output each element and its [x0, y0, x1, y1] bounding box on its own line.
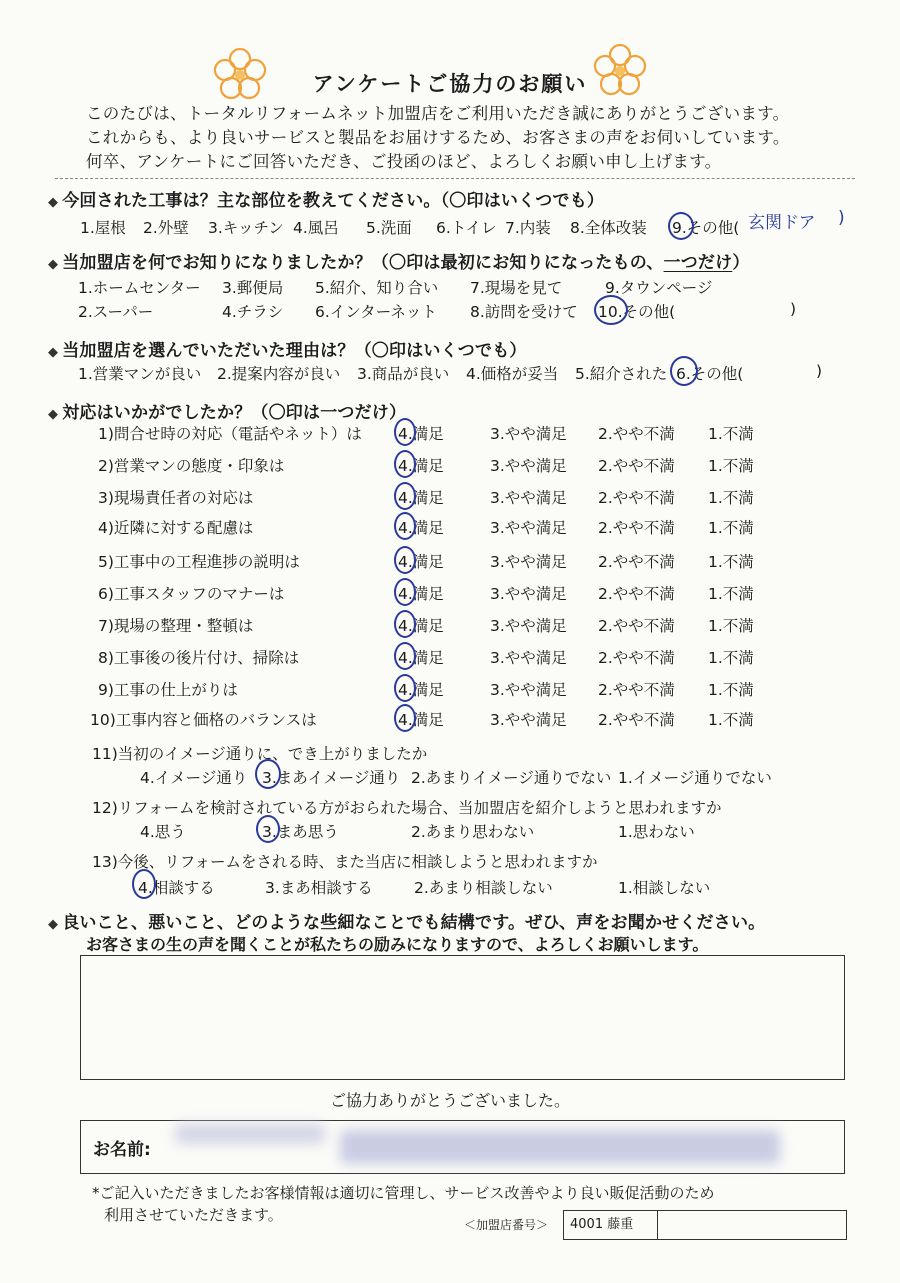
q4-rating-option[interactable]: 1.不満	[708, 425, 754, 443]
q1-heading: ◆ 今回された工事は？主な部位を教えてください。（〇印はいくつでも）	[48, 191, 605, 211]
q4-rating-option[interactable]: 4.満足	[398, 457, 444, 475]
q1-option[interactable]: 2.外壁	[143, 219, 189, 237]
q4-rating-option[interactable]: 2.やや不満	[598, 553, 675, 571]
q1-option[interactable]: 3.キッチン	[208, 219, 284, 237]
q4-rating-option[interactable]: 3.やや満足	[490, 649, 567, 667]
paren-close: )	[790, 300, 797, 318]
q11-option[interactable]: 2.あまりイメージ通りでない	[411, 769, 612, 787]
redacted-name	[340, 1130, 780, 1164]
q4-rating-option[interactable]: 2.やや不満	[598, 519, 675, 537]
q4-rating-option[interactable]: 1.不満	[708, 585, 754, 603]
q4-rating-option[interactable]: 3.やや満足	[490, 711, 567, 729]
q4-item-label: 8)工事後の後片付け、掃除は	[98, 649, 300, 667]
answer-circle	[394, 482, 416, 510]
q4-rating-option[interactable]: 4.満足	[398, 617, 444, 635]
q4-item-label: 9)工事の仕上がりは	[98, 681, 238, 699]
q2-option-other[interactable]: 10.その他(	[598, 303, 676, 321]
q4-rating-option[interactable]: 3.やや満足	[490, 425, 567, 443]
diamond-icon: ◆	[48, 407, 59, 422]
q4-item-label: 7)現場の整理・整頓は	[98, 617, 254, 635]
answer-circle	[394, 674, 416, 702]
q4-rating-option[interactable]: 2.やや不満	[598, 489, 675, 507]
q4-item-label: 10)工事内容と価格のバランスは	[90, 711, 317, 729]
q13-option[interactable]: 3.まあ相談する	[265, 879, 373, 897]
q4-rating-option[interactable]: 2.やや不満	[598, 711, 675, 729]
answer-circle	[394, 546, 416, 574]
q4-rating-option[interactable]: 4.満足	[398, 681, 444, 699]
answer-circle	[394, 418, 416, 446]
q2-option[interactable]: 7.現場を見て	[470, 279, 563, 297]
q4-item-label: 3)現場責任者の対応は	[98, 489, 254, 507]
q4-item-label: 6)工事スタッフのマナーは	[98, 585, 285, 603]
q12-option[interactable]: 4.思う	[140, 823, 186, 841]
q3-heading: ◆ 当加盟店を選んでいただいた理由は？（〇印はいくつでも）	[48, 341, 527, 361]
q12-option[interactable]: 1.思わない	[618, 823, 695, 841]
q3-option-other[interactable]: 6.その他(	[676, 365, 744, 383]
q4-rating-option[interactable]: 4.満足	[398, 519, 444, 537]
q4-rating-option[interactable]: 3.やや満足	[490, 681, 567, 699]
answer-circle	[394, 704, 416, 732]
q11-option[interactable]: 3.まあイメージ通り	[262, 769, 401, 787]
store-number-box	[563, 1210, 847, 1240]
paren-close: )	[816, 362, 823, 380]
q2-option[interactable]: 6.インターネット	[315, 303, 437, 321]
q2-option[interactable]: 3.郵便局	[222, 279, 284, 297]
divider	[55, 178, 855, 179]
redacted-name	[175, 1124, 325, 1144]
q1-option[interactable]: 1.屋根	[80, 219, 126, 237]
q3-option[interactable]: 2.提案内容が良い	[217, 365, 341, 383]
answer-circle	[394, 450, 416, 478]
q3-option[interactable]: 3.商品が良い	[357, 365, 450, 383]
answer-circle	[394, 642, 416, 670]
q4-item-label: 2)営業マンの態度・印象は	[98, 457, 285, 475]
answer-circle	[394, 578, 416, 606]
answer-circle	[255, 759, 281, 789]
q1-option-other[interactable]: 9.その他(	[672, 219, 740, 237]
q4-rating-option[interactable]: 3.やや満足	[490, 553, 567, 571]
q4-rating-option[interactable]: 2.やや不満	[598, 617, 675, 635]
q4-rating-option[interactable]: 2.やや不満	[598, 585, 675, 603]
q4-rating-option[interactable]: 4.満足	[398, 553, 444, 571]
intro-line-2: これからも、より良いサービスと製品をお届けするため、お客さまの声をお伺いしています。	[86, 128, 790, 147]
answer-circle	[594, 295, 628, 325]
q1-option[interactable]: 7.内装	[505, 219, 551, 237]
handwritten-answer: 玄関ドア	[748, 213, 816, 233]
q4-rating-option[interactable]: 1.不満	[708, 519, 754, 537]
q2-option[interactable]: 1.ホームセンター	[78, 279, 201, 297]
q3-option[interactable]: 5.紹介された	[575, 365, 668, 383]
diamond-icon: ◆	[48, 257, 59, 272]
q12-option[interactable]: 3.まあ思う	[262, 823, 339, 841]
q11-option[interactable]: 1.イメージ通りでない	[618, 769, 772, 787]
page-title: アンケートご協力のお願い	[312, 72, 588, 96]
q2-heading: ◆ 当加盟店を何でお知りになりましたか？（〇印は最初にお知りになったもの、一つだけ）	[48, 253, 750, 273]
q13-option[interactable]: 1.相談しない	[618, 879, 711, 897]
intro-line-3: 何卒、アンケートにご回答いただき、ご投函のほど、よろしくお願い申し上げます。	[86, 152, 722, 171]
q1-option[interactable]: 5.洗面	[366, 219, 412, 237]
q4-rating-option[interactable]: 4.満足	[398, 489, 444, 507]
q4-rating-option[interactable]: 4.満足	[398, 425, 444, 443]
answer-circle	[394, 610, 416, 638]
q3-option[interactable]: 1.営業マンが良い	[78, 365, 202, 383]
q4-rating-option[interactable]: 4.満足	[398, 649, 444, 667]
q4-rating-option[interactable]: 1.不満	[708, 457, 754, 475]
q2-option[interactable]: 4.チラシ	[222, 303, 284, 321]
q1-option[interactable]: 4.風呂	[293, 219, 339, 237]
q13-option[interactable]: 2.あまり相談しない	[414, 879, 553, 897]
q4-rating-option[interactable]: 1.不満	[708, 711, 754, 729]
diamond-icon: ◆	[48, 345, 59, 360]
q12-label: 12)リフォームを検討されている方がおられた場合、当加盟店を紹介しようと思われますか	[92, 799, 722, 817]
q2-option[interactable]: 9.タウンページ	[605, 279, 713, 297]
q4-rating-option[interactable]: 4.満足	[398, 711, 444, 729]
answer-circle	[394, 512, 416, 540]
q2-option[interactable]: 8.訪問を受けて	[470, 303, 578, 321]
q11-option[interactable]: 4.イメージ通り	[140, 769, 248, 787]
q4-rating-option[interactable]: 3.やや満足	[490, 585, 567, 603]
privacy-note-line-2: 利用させていただきます。	[104, 1206, 283, 1224]
store-number-label: ＜加盟店番号＞	[464, 1218, 549, 1232]
q4-rating-option[interactable]: 2.やや不満	[598, 457, 675, 475]
q4-item-label: 4)近隣に対する配慮は	[98, 519, 254, 537]
q1-option[interactable]: 6.トイレ	[436, 219, 497, 237]
name-label: お名前:	[93, 1140, 151, 1160]
answer-circle	[132, 869, 156, 899]
store-number-value: 4001 藤重	[564, 1211, 658, 1239]
q4-rating-option[interactable]: 3.やや満足	[490, 617, 567, 635]
q12-option[interactable]: 2.あまり思わない	[411, 823, 535, 841]
q4-rating-option[interactable]: 4.満足	[398, 585, 444, 603]
q2-option[interactable]: 5.紹介、知り合い	[315, 279, 439, 297]
q3-option[interactable]: 4.価格が妥当	[466, 365, 559, 383]
q4-rating-option[interactable]: 1.不満	[708, 553, 754, 571]
q4-rating-option[interactable]: 1.不満	[708, 649, 754, 667]
q13-option[interactable]: 4.相談する	[138, 879, 215, 897]
q4-rating-option[interactable]: 1.不満	[708, 681, 754, 699]
q4-rating-option[interactable]: 1.不満	[708, 489, 754, 507]
q1-option[interactable]: 8.全体改装	[570, 219, 647, 237]
q4-rating-option[interactable]: 3.やや満足	[490, 489, 567, 507]
q4-rating-option[interactable]: 3.やや満足	[490, 519, 567, 537]
q4-rating-option[interactable]: 1.不満	[708, 617, 754, 635]
q4-rating-option[interactable]: 2.やや不満	[598, 425, 675, 443]
q5-subheading: お客さまの生の声を聞くことが私たちの励みになりますので、よろしくお願いします。	[86, 935, 709, 954]
q5-heading: ◆ 良いこと、悪いこと、どのような些細なことでも結構です。ぜひ、声をお聞かせください。	[48, 913, 766, 933]
thanks-text: ご協力ありがとうございました。	[329, 1091, 570, 1110]
q11-label: 11)当初のイメージ通りに、でき上がりましたか	[92, 745, 428, 763]
diamond-icon: ◆	[48, 917, 59, 932]
answer-circle	[668, 212, 694, 240]
q4-rating-option[interactable]: 2.やや不満	[598, 681, 675, 699]
privacy-note-line-1: *ご記入いただきましたお客様情報は適切に管理し、サービス改善やより良い販促活動のため	[92, 1184, 715, 1202]
q13-label: 13)今後、リフォームをされる時、また当店に相談しようと思われますか	[92, 853, 598, 871]
q2-option[interactable]: 2.スーパー	[78, 303, 154, 321]
handwritten-paren: )	[838, 208, 845, 228]
answer-circle	[256, 815, 280, 843]
comment-textarea[interactable]	[80, 955, 845, 1080]
intro-line-1: このたびは、トータルリフォームネット加盟店をご利用いただき誠にありがとうございます。	[86, 104, 790, 123]
q4-item-label: 5)工事中の工程進捗の説明は	[98, 553, 300, 571]
q4-rating-option[interactable]: 3.やや満足	[490, 457, 567, 475]
answer-circle	[670, 356, 698, 386]
q4-rating-option[interactable]: 2.やや不満	[598, 649, 675, 667]
q4-heading: ◆ 対応はいかがでしたか？（〇印は一つだけ）	[48, 403, 407, 423]
q4-item-label: 1)問合せ時の対応（電話やネット）は	[98, 425, 362, 443]
diamond-icon: ◆	[48, 195, 59, 210]
